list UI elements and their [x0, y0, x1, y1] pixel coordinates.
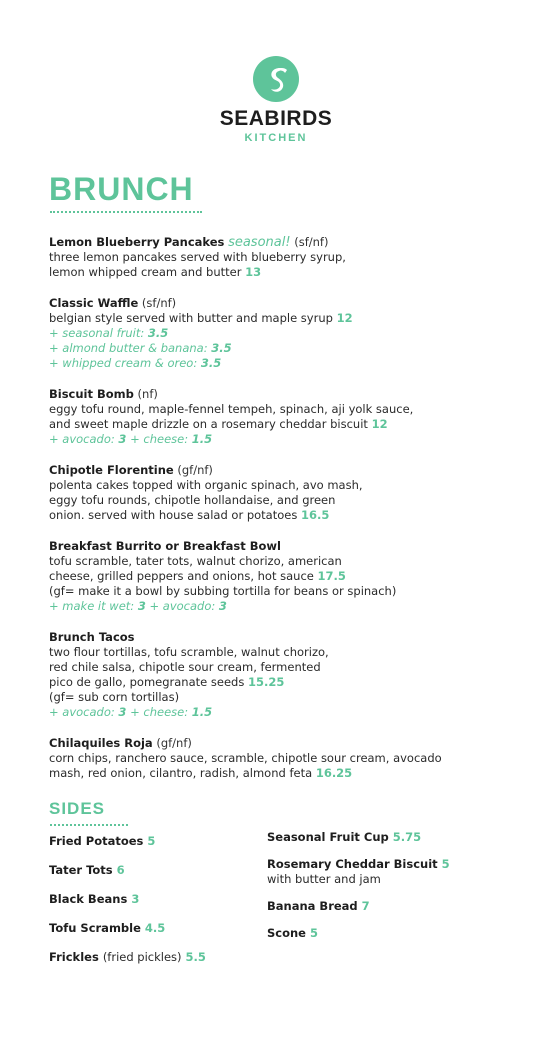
side-item-price: 6: [116, 863, 125, 877]
menu-item: [49, 387, 519, 447]
menu-item-note: (gf= sub corn tortillas): [49, 690, 180, 704]
menu-item-name: Brunch Tacos: [49, 630, 135, 644]
side-item-price: 5.75: [392, 830, 422, 844]
menu-item-description: tofu scramble, tater tots, walnut chorizo, american: [49, 554, 342, 568]
menu-item-note: (gf= make it a bowl by subbing tortilla for beans or spinach): [49, 584, 397, 598]
menu-item-description: three lemon pancakes served with blueberry syrup,: [49, 250, 346, 264]
menu-item-description: belgian style served with butter and maple syrup 12: [49, 311, 353, 325]
side-item: [49, 892, 206, 907]
menu-item-description: pico de gallo, pomegranate seeds 15.25: [49, 675, 285, 689]
menu-item-price: 16.5: [301, 508, 330, 522]
menu-item-description: cheese, grilled peppers and onions, hot sauce 17.5: [49, 569, 346, 583]
menu-item-price: 12: [371, 417, 388, 431]
side-item: [267, 926, 450, 941]
side-item: [49, 921, 206, 936]
addon-price: 3: [118, 432, 127, 446]
menu-item-description: red chile salsa, chipotle sour cream, fermented: [49, 660, 321, 674]
side-item-name: Frickles: [49, 950, 99, 964]
menu-item-header: [49, 539, 519, 554]
seabird-logo-icon: [253, 56, 299, 102]
side-item: [267, 830, 450, 845]
dietary-tag: (nf): [137, 387, 158, 401]
menu-item: [49, 463, 519, 523]
addon-price: 3: [218, 599, 227, 613]
side-item-name: Rosemary Cheddar Biscuit: [267, 857, 438, 871]
side-item-price: 5: [441, 857, 450, 871]
menu-item-description: eggy tofu rounds, chipotle hollandaise, and green: [49, 493, 336, 507]
side-item: [267, 857, 450, 887]
addon-price: 3.5: [147, 326, 169, 340]
side-item-name: Black Beans: [49, 892, 128, 906]
side-item-name: Tater Tots: [49, 863, 113, 877]
brunch-heading: BRUNCH: [49, 171, 194, 207]
side-item: [49, 863, 206, 878]
side-item-price: 5: [310, 926, 319, 940]
menu-item: [49, 630, 519, 720]
menu-item-price: 13: [245, 265, 262, 279]
menu-item-description: eggy tofu round, maple-fennel tempeh, spinach, aji yolk sauce,: [49, 402, 414, 416]
sides-left-column: [49, 834, 206, 965]
seasonal-tag: seasonal!: [228, 235, 291, 250]
menu-item-name: Lemon Blueberry Pancakes: [49, 235, 225, 249]
menu-item-name: Chipotle Florentine: [49, 463, 174, 477]
menu-item-description: onion. served with house salad or potatoes 16.5: [49, 508, 330, 522]
brunch-divider: [50, 211, 202, 213]
brand-name: SEABIRDS: [219, 107, 333, 130]
side-item-name: Fried Potatoes: [49, 834, 144, 848]
addon-price: 1.5: [191, 432, 213, 446]
menu-item: [49, 296, 519, 371]
menu-item-name: Classic Waffle: [49, 296, 139, 310]
menu-item-description: corn chips, ranchero sauce, scramble, chipotle sour cream, avocado: [49, 751, 442, 765]
dietary-tag: (sf/nf): [141, 296, 177, 310]
dietary-tag: (sf/nf): [294, 235, 329, 249]
menu-item-price: 17.5: [317, 569, 346, 583]
side-item-note: (fried pickles): [102, 950, 182, 964]
menu-item-description: mash, red onion, cilantro, radish, almond feta 16.25: [49, 766, 353, 780]
menu-item-name: Breakfast Burrito or Breakfast Bowl: [49, 539, 281, 553]
side-item-name: Scone: [267, 926, 306, 940]
sides-heading: SIDES: [49, 799, 106, 818]
side-item-subtitle: with butter and jam: [267, 872, 381, 886]
menu-item: [49, 539, 519, 614]
menu-item-header: [49, 630, 519, 645]
addon-price: 3: [118, 705, 127, 719]
menu-item-name: Biscuit Bomb: [49, 387, 134, 401]
addon-option: + whipped cream & oreo: 3.5: [49, 356, 222, 370]
brand-subtitle: KITCHEN: [244, 132, 308, 144]
addon-price: 3: [137, 599, 146, 613]
header: [0, 56, 552, 145]
menu-item-price: 15.25: [247, 675, 285, 689]
side-item-price: 5.5: [185, 950, 206, 964]
dietary-tag: (gf/nf): [177, 463, 213, 477]
side-item-name: Seasonal Fruit Cup: [267, 830, 389, 844]
addon-options: + avocado: 3 + cheese: 1.5: [49, 705, 213, 719]
menu-item: [49, 235, 519, 280]
addon-price: 3.5: [200, 356, 222, 370]
menu-item-header: [49, 387, 519, 402]
menu-item-description: lemon whipped cream and butter 13: [49, 265, 262, 279]
addon-option: + almond butter & banana: 3.5: [49, 341, 232, 355]
menu-item-header: [49, 296, 519, 311]
side-item-name: Tofu Scramble: [49, 921, 141, 935]
side-item-price: 5: [147, 834, 156, 848]
menu-item-description: two flour tortillas, tofu scramble, walnut chorizo,: [49, 645, 329, 659]
addon-options: + avocado: 3 + cheese: 1.5: [49, 432, 213, 446]
menu-item: [49, 736, 519, 781]
menu-item-header: [49, 736, 519, 751]
side-item: [49, 950, 206, 965]
side-item-price: 7: [361, 899, 370, 913]
side-item: [49, 834, 206, 849]
addon-price: 1.5: [191, 705, 213, 719]
side-item: [267, 899, 450, 914]
sides-right-column: [267, 830, 450, 941]
menu-item-price: 16.25: [315, 766, 353, 780]
side-item-price: 3: [131, 892, 140, 906]
side-item-name: Banana Bread: [267, 899, 358, 913]
menu-item-name: Chilaquiles Roja: [49, 736, 153, 750]
addon-price: 3.5: [211, 341, 232, 355]
menu-item-header: [49, 463, 519, 478]
sides-divider: [50, 824, 128, 826]
addon-options: + make it wet: 3 + avocado: 3: [49, 599, 227, 613]
menu-item-description: and sweet maple drizzle on a rosemary cheddar biscuit 12: [49, 417, 388, 431]
menu-item-header: [49, 235, 519, 250]
dietary-tag: (gf/nf): [156, 736, 192, 750]
side-item-price: 4.5: [144, 921, 166, 935]
addon-option: + seasonal fruit: 3.5: [49, 326, 169, 340]
brunch-items-list: [49, 235, 519, 797]
menu-item-description: polenta cakes topped with organic spinach, avo mash,: [49, 478, 363, 492]
menu-item-price: 12: [336, 311, 353, 325]
